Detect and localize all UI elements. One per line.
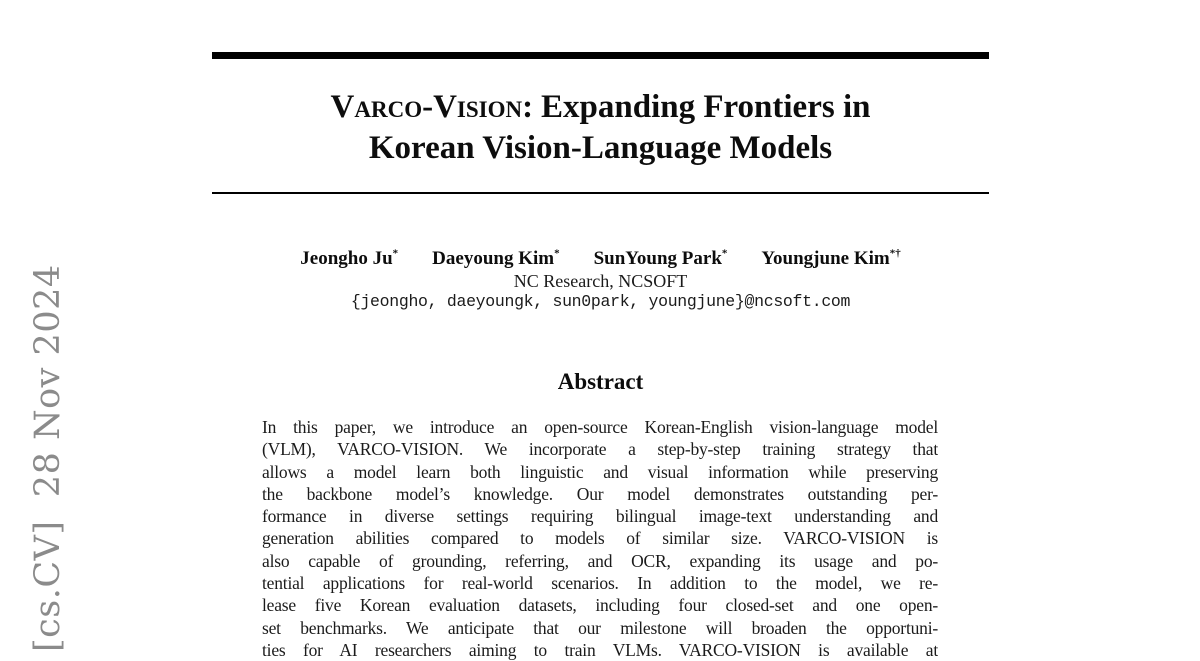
author-1 xyxy=(300,247,398,270)
author-3-marker: * xyxy=(721,247,728,260)
title-varco-vision: Varco-Vision: xyxy=(330,89,534,125)
email-line: {jeongho, daeyoungk, sun0park, youngjune}@ncsoft.com xyxy=(350,292,851,311)
author-4-marker: *† xyxy=(889,247,901,260)
separator-rule xyxy=(212,192,989,194)
author-2 xyxy=(432,247,559,270)
authors-row xyxy=(212,247,989,270)
abstract-line-8: tential applications for real-world scenarios. In addition to the model, we re- xyxy=(262,573,938,594)
abstract-line-3: allows a model learn both linguistic and visual information while preserving xyxy=(262,461,938,482)
title-line-1 xyxy=(212,87,989,128)
author-3-name: SunYoung Park xyxy=(593,248,722,269)
author-1-name: Jeongho Ju xyxy=(300,248,393,269)
title-line-1-rest: Expanding Frontiers in xyxy=(541,89,871,125)
author-4 xyxy=(761,247,900,270)
author-1-marker: * xyxy=(392,247,399,260)
abstract-line-9: lease five Korean evaluation datasets, including four closed-set and one open- xyxy=(262,595,938,616)
abstract-line-4: the backbone model’s knowledge. Our model demonstrates outstanding per- xyxy=(262,483,938,504)
abstract-line-1: In this paper, we introduce an open-source Korean-English vision-language model xyxy=(262,417,938,437)
paper-title xyxy=(212,87,989,169)
author-2-marker: * xyxy=(554,247,560,260)
abstract-line-2: (VLM), VARCO-VISION. We incorporate a step-by-step training strategy that xyxy=(262,439,938,460)
author-3 xyxy=(594,247,728,270)
abstract-line-11: ties for AI researchers aiming to train VLMs. VARCO-VISION is available at xyxy=(262,639,938,660)
top-rule xyxy=(212,52,989,59)
abstract-line-7: also capable of grounding, referring, and OCR, expanding its usage and po- xyxy=(262,550,938,571)
arxiv-watermark: [cs.CV] 28 Nov 2024 xyxy=(28,264,68,652)
affiliation: NC Research, NCSOFT xyxy=(513,271,688,291)
author-2-name: Daeyoung Kim xyxy=(432,248,555,269)
abstract-line-6: generation abilities compared to models of similar size. VARCO-VISION is xyxy=(262,528,938,549)
abstract-heading: Abstract xyxy=(557,369,644,394)
author-4-name: Youngjune Kim xyxy=(761,248,890,269)
title-line-2: Korean Vision-Language Models xyxy=(368,130,833,166)
abstract-body xyxy=(262,416,938,661)
abstract-line-10: set benchmarks. We anticipate that our milestone will broaden the opportuni- xyxy=(262,617,938,638)
abstract-line-5: formance in diverse settings requiring bilingual image-text understanding and xyxy=(262,506,938,527)
